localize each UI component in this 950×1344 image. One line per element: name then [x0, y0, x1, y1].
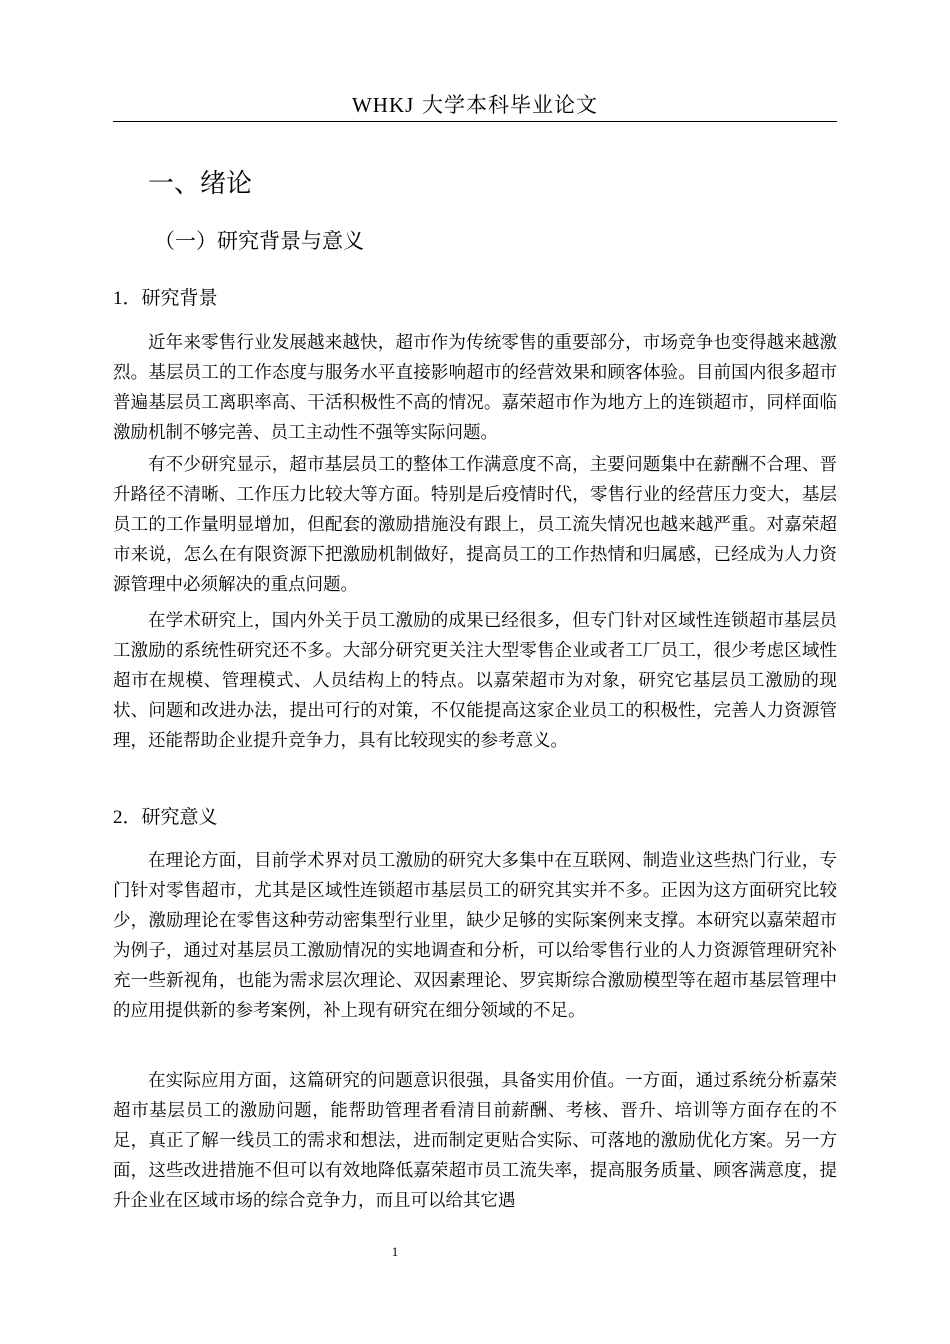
header-title: 大学本科毕业论文	[422, 93, 598, 117]
paragraph-background-3: 在学术研究上，国内外关于员工激励的成果已经很多，但专门针对区域性连锁超市基层员工激励的系统性研究还不多。大部分研究更关注大型零售企业或者工厂员工，很少考虑区域性超市在规模、管理模式、人员结构上的特点。以嘉荣超市为对象，研究它基层员工激励的现状、问题和改进办法，提出可行的对策，不仅能提高这家企业员工的积极性，完善人力资源管理，还能帮助企业提升竞争力，具有比较现实的参考意义。	[113, 611, 837, 752]
paragraph-significance-1: 在理论方面，目前学术界对员工激励的研究大多集中在互联网、制造业这些热门行业，专门针对零售超市，尤其是区域性连锁超市基层员工的研究其实并不多。正因为这方面研究比较少，激励理论在零售这种劳动密集型行业里，缺少足够的实际案例来支撑。本研究以嘉荣超市为例子，通过对基层员工激励情况的实地调查和分析，可以给零售行业的人力资源管理研究补充一些新视角，也能为需求层次理论、双因素理论、罗宾斯综合激励模型等在超市基层管理中的应用提供新的参考案例，补上现有研究在细分领域的不足。	[113, 851, 837, 1022]
page-number: 1	[391, 1244, 399, 1259]
subsection-title: 研究意义	[141, 806, 218, 828]
paragraph-background-2: 有不少研究显示，超市基层员工的整体工作满意度不高，主要问题集中在薪酬不合理、晋升路径不清晰、工作压力比较大等方面。特别是后疫情时代，零售行业的经营压力变大，基层员工的工作量明显增加，但配套的激励措施没有跟上，员工流失情况也越来越严重。对嘉荣超市来说，怎么在有限资源下把激励机制做好，提高员工的工作热情和归属感，已经成为人力资源管理中必须解决的重点问题。	[113, 455, 837, 596]
paragraph-significance-2: 在实际应用方面，这篇研究的问题意识很强，具备实用价值。一方面，通过系统分析嘉荣超市基层员工的激励问题，能帮助管理者看清目前薪酬、考核、晋升、培训等方面存在的不足，真正了解一线员工的需求和想法，进而制定更贴合实际、可落地的激励优化方案。另一方面，这些改进措施不但可以有效地降低嘉荣超市员工流失率，提高服务质量、顾客满意度，提升企业在区域市场的综合竞争力，而且可以给其它遇	[113, 1071, 837, 1212]
paragraph-background-1: 近年来零售行业发展越来越快，超市作为传统零售的重要部分，市场竞争也变得越来越激烈。基层员工的工作态度与服务水平直接影响超市的经营效果和顾客体验。目前国内很多超市普遍基层员工离职率高、干活积极性不高的情况。嘉荣超市作为地方上的连锁超市，同样面临激励机制不够完善、员工主动性不强等实际问题。	[113, 333, 837, 444]
subsection-title: 研究背景	[141, 287, 218, 309]
page-header	[113, 92, 837, 118]
header-latin-text: WHKJ	[351, 93, 415, 117]
subsection-heading-background	[113, 284, 218, 313]
chapter-heading: 一、绪论	[148, 169, 253, 199]
section-heading: （一）研究背景与意义	[154, 229, 364, 253]
subsection-number: 1．	[113, 288, 142, 309]
subsection-heading-significance	[113, 803, 218, 832]
header-rule	[113, 121, 837, 122]
subsection-number: 2．	[113, 807, 142, 828]
